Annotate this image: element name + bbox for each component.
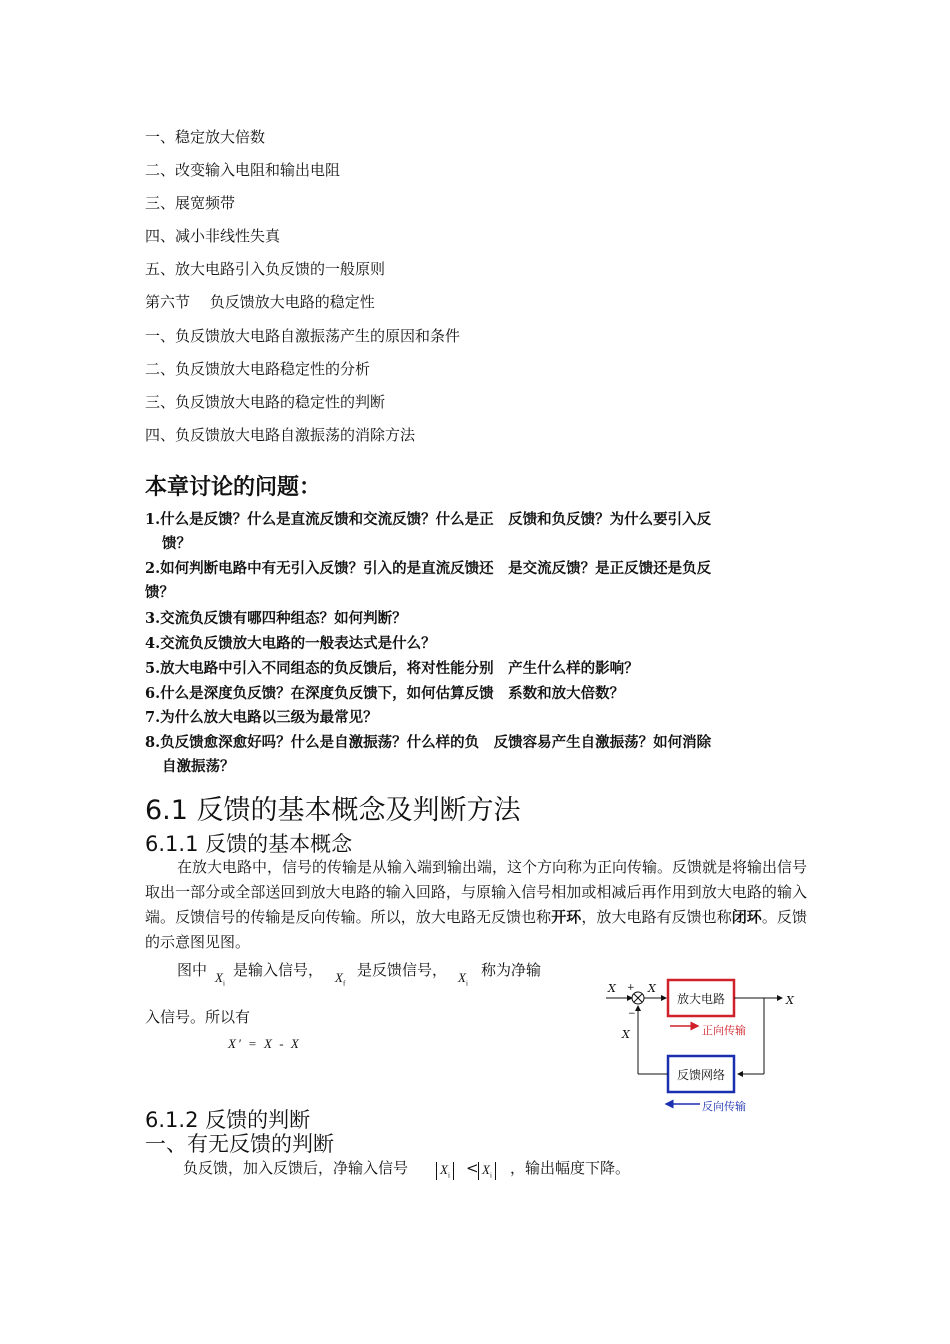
equation: X′ = X - X	[228, 1036, 301, 1051]
amplifier-label: 放大电路	[676, 992, 726, 1006]
math-xi-net: $X_i$	[458, 970, 468, 988]
section-heading-6-1-2: 6.1.2 反馈的判断	[145, 1108, 311, 1132]
figure-text-net: 称为净输	[481, 961, 542, 979]
question-item: 1.什么是反馈？什么是直流反馈和交流反馈？什么是正 反馈和负反馈？为什么要引入反 馈？	[145, 511, 712, 552]
svg-text:+: +	[627, 983, 635, 993]
figure-text-feedback: 是反馈信号，	[357, 961, 448, 979]
body-paragraph: 在放大电路中，信号的传输是从输入端到输出端，这个方向称为正向传输。反馈就是将输出信号取出一部分或全部送回到放大电路的输入回路，与原输入信号相加或相减后再作用到放大电路的输入端。反馈信号的传输是反向传输。所以，放大电路无反馈也称开环，放大电路有反馈也称闭环。反馈的示意图见图。	[145, 858, 808, 951]
section-heading-6-1-1: 6.1.1 反馈的基本概念	[145, 832, 353, 856]
question-item: 8.负反馈愈深愈好吗？什么是自激振荡？什么样的负 反馈容易产生自激振荡？如何消除 自激振荡？	[145, 734, 712, 775]
math-abs-xi-prime: $X_i$	[436, 1162, 454, 1180]
feedback-signal-label: X	[622, 1028, 630, 1041]
toc-line: 二、改变输入电阻和输出电阻	[145, 161, 341, 179]
question-item: 5.放大电路中引入不同组态的负反馈后，将对性能分别 产生什么样的影响？	[145, 660, 639, 677]
net-input-label: X	[648, 982, 656, 995]
figure-text-cont: 入信号。所以有	[145, 1008, 251, 1026]
question-item: 3.交流负反馈有哪四种组态？如何判断？	[145, 610, 407, 627]
toc-line: 三、负反馈放大电路的稳定性的判断	[145, 393, 386, 411]
neg-feedback-text-a: 负反馈，加入反馈后，净输入信号	[183, 1159, 409, 1177]
feedback-block-diagram	[600, 968, 820, 1118]
question-item: 2.如何判断电路中有无引入反馈？引入的是直流反馈还 是交流反馈？是正反馈还是负反 馈？	[145, 560, 712, 601]
question-item: 7.为什么放大电路以三级为最常见？	[145, 709, 378, 726]
math-xi: $X_i$	[215, 970, 225, 988]
figure-text-prefix: 图中	[177, 961, 208, 979]
input-signal-label: X	[608, 982, 616, 995]
toc-line: 二、负反馈放大电路稳定性的分析	[145, 360, 371, 378]
questions-title: 本章讨论的问题：	[145, 475, 322, 500]
forward-label: 正向传输	[702, 1024, 746, 1037]
math-abs-xi: $X_i$	[478, 1162, 496, 1180]
section-heading-judge: 一、有无反馈的判断	[145, 1132, 334, 1156]
toc-line: 四、负反馈放大电路自激振荡的消除方法	[145, 426, 416, 444]
neg-feedback-text-b: ，输出幅度下降。	[510, 1159, 631, 1177]
question-item: 6.什么是深度负反馈？在深度负反馈下，如何估算反馈 系数和放大倍数？	[145, 685, 625, 702]
toc-line: 五、放大电路引入负反馈的一般原则	[145, 260, 386, 278]
output-signal-label: X	[786, 994, 794, 1007]
math-xf: $X_f$	[335, 970, 346, 988]
reverse-label: 反向传输	[702, 1100, 746, 1113]
svg-text:−: −	[628, 1009, 636, 1019]
toc-line: 一、稳定放大倍数	[145, 128, 266, 146]
toc-line: 一、负反馈放大电路自激振荡产生的原因和条件	[145, 327, 461, 345]
toc-line: 第六节 负反馈放大电路的稳定性	[145, 293, 375, 311]
toc-line: 四、减小非线性失真	[145, 227, 281, 245]
document-page: 一、稳定放大倍数 二、改变输入电阻和输出电阻 三、展宽频带 四、减小非线性失真 五、放大电路引入负反馈的一般原则 第六节 负反馈放大电路的稳定性 一、负反馈放大电路自激振荡产生的原因和条件 二、负反馈放大电路稳定性的分析 三、负反馈放大电路的稳定性的判断 四、负反馈放大电路自激振荡的消除方法 本章讨论的问题： 1.什么是反馈？什么是直流反馈和交流反馈？什么是正 反馈和负反馈？为什么要引入反 馈？ 2.如何判断电路中有无引入反馈？引入的是直流反馈还 是交流反馈？是正反馈还是负反 馈？ 3.交流负反馈有哪四种组态？如何判断？ 4.交流负反馈放大电路的一般表达式是什么？ 5.放大电路中引入不同组态的负反馈后，将对性能分别 产生什么样的影响？ 6.什么是深度负反馈？在深度负反馈下，如何估算反馈 系数和放大倍数？ 7.为什么放大电路以三级为最常见？ 8.负反馈愈深愈好吗？什么是自激振荡？什么样的负 反馈容易产生自激振荡？如何消除 自激振荡？ 6.1 反馈的基本概念及判断方法 6.1.1 反馈的基本概念 在放大电路中，信号的传输是从输入端到输出端，这个方向称为正向传输。反馈就是将输出信号取出一部分或全部送回到放大电路的输入回路，与原输入信号相加或相减后再作用到放大电路的输入端。反馈信号的传输是反向传输。所以，放大电路无反馈也称开环，放大电路有反馈也称闭环。反馈的示意图见图。 图中 $X_i$ 是输入信号， $X_f$ 是反馈信号， $X_i$ 称为净输 入信号。所以有 X′ = X - X + − 放大电路 正向传输 反馈网络 反向传输 X X X X 6.1.2 反馈的判断 一、有无反馈的判断 负反馈，加入反馈后，净输入信号 $X_i$ < $X_i$ ，输出幅度下降。	[0, 0, 950, 1344]
figure-text-input: 是输入信号，	[233, 961, 324, 979]
question-item: 4.交流负反馈放大电路的一般表达式是什么？	[145, 635, 436, 652]
section-heading-6-1: 6.1 反馈的基本概念及判断方法	[145, 795, 521, 826]
toc-line: 三、展宽频带	[145, 194, 236, 212]
feedback-network-label: 反馈网络	[676, 1068, 726, 1082]
